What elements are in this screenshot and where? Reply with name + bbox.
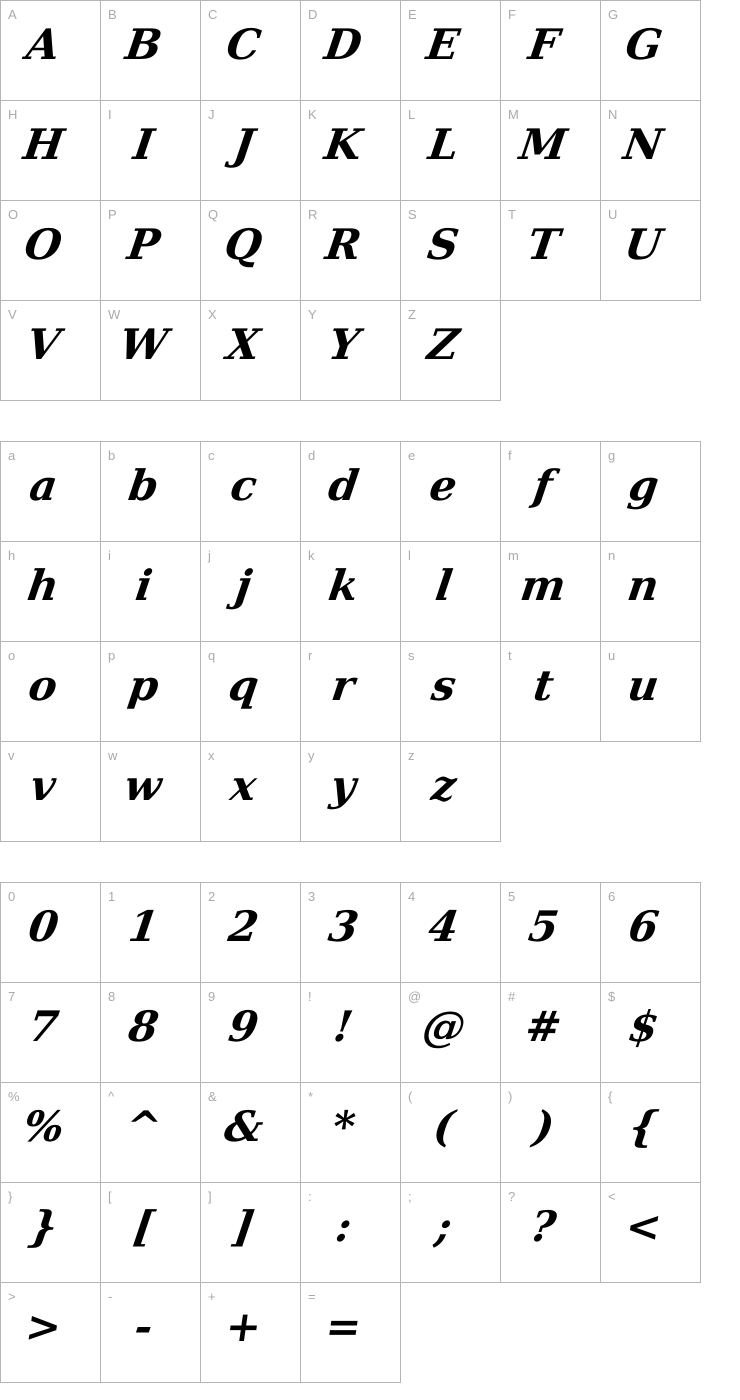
cell-label: B	[108, 7, 117, 22]
char-cell	[401, 983, 501, 1083]
cell-glyph: X	[223, 319, 264, 369]
char-cell	[601, 983, 701, 1083]
char-cell	[301, 101, 401, 201]
cell-glyph: d	[325, 460, 362, 510]
cell-label: l	[408, 548, 411, 563]
glyph-row	[1, 742, 701, 842]
cell-glyph: ]	[230, 1201, 257, 1251]
char-cell	[601, 1183, 701, 1283]
char-cell	[501, 883, 601, 983]
cell-glyph: B	[122, 19, 165, 69]
cell-glyph: z	[428, 760, 459, 810]
cell-glyph: 5	[525, 901, 562, 951]
char-cell	[1, 442, 101, 542]
cell-glyph: R	[322, 219, 365, 269]
char-cell	[101, 1183, 201, 1283]
glyph-row	[1, 1283, 701, 1383]
cell-glyph: -	[131, 1301, 156, 1351]
char-cell	[1, 642, 101, 742]
char-cell	[601, 1, 701, 101]
cell-label: {	[608, 1089, 613, 1104]
cell-label: v	[8, 748, 15, 763]
cell-label: t	[508, 648, 512, 663]
cell-glyph: u	[624, 660, 663, 710]
cell-label: k	[308, 548, 315, 563]
cell-label: 5	[508, 889, 516, 904]
cell-label: z	[408, 748, 415, 763]
cell-label: ?	[508, 1189, 516, 1204]
char-cell	[301, 1, 401, 101]
cell-label: j	[208, 548, 211, 563]
char-cell	[401, 742, 501, 842]
cell-glyph: v	[27, 760, 60, 810]
cell-glyph: 0	[25, 901, 62, 951]
cell-label: i	[108, 548, 111, 563]
cell-label: d	[308, 448, 316, 463]
char-cell	[501, 983, 601, 1083]
cell-label: y	[308, 748, 315, 763]
cell-glyph: {	[626, 1101, 661, 1151]
char-cell	[201, 1083, 301, 1183]
cell-glyph: Q	[221, 219, 266, 269]
cell-label: 4	[408, 889, 416, 904]
char-cell	[201, 301, 301, 401]
char-cell	[301, 983, 401, 1083]
char-cell	[401, 201, 501, 301]
cell-glyph: 9	[225, 1001, 262, 1051]
char-cell	[301, 642, 401, 742]
cell-label: g	[608, 448, 616, 463]
cell-glyph: j	[232, 560, 255, 610]
cell-label: >	[8, 1289, 16, 1304]
cell-label: a	[8, 448, 16, 463]
cell-label: o	[8, 648, 16, 663]
cell-glyph: k	[325, 560, 362, 610]
cell-label: u	[608, 648, 616, 663]
cell-label: T	[508, 207, 516, 222]
cell-glyph: >	[22, 1301, 65, 1351]
cell-label: }	[8, 1189, 13, 1204]
cell-label: [	[108, 1189, 112, 1204]
cell-label: U	[608, 207, 618, 222]
cell-glyph: n	[624, 560, 663, 610]
char-cell	[501, 1183, 601, 1283]
char-cell	[101, 642, 201, 742]
char-cell	[401, 1083, 501, 1183]
cell-glyph: W	[116, 319, 171, 369]
char-cell	[301, 883, 401, 983]
cell-glyph: @	[419, 1001, 469, 1051]
cell-label: W	[108, 307, 121, 322]
cell-label: N	[608, 107, 618, 122]
char-cell	[301, 442, 401, 542]
cell-glyph: ^	[122, 1101, 165, 1151]
cell-label: c	[208, 448, 215, 463]
char-cell	[101, 301, 201, 401]
cell-label: h	[8, 548, 16, 563]
cell-glyph: A	[23, 19, 64, 69]
cell-glyph: #	[522, 1001, 565, 1051]
cell-glyph: 4	[425, 901, 462, 951]
cell-label: +	[208, 1289, 216, 1304]
cell-label: =	[308, 1289, 316, 1304]
char-cell	[401, 1183, 501, 1283]
cell-label: m	[508, 548, 519, 563]
cell-label: G	[608, 7, 619, 22]
glyph-row	[1, 983, 701, 1083]
cell-glyph: S	[424, 219, 463, 269]
cell-label: 1	[108, 889, 116, 904]
cell-glyph: C	[223, 19, 264, 69]
char-cell	[601, 883, 701, 983]
cell-label: P	[108, 207, 117, 222]
char-cell	[501, 642, 601, 742]
cell-glyph: T	[524, 219, 563, 269]
char-cell	[301, 1283, 401, 1383]
cell-label: p	[108, 648, 116, 663]
cell-glyph: q	[225, 660, 262, 710]
cell-glyph: g	[625, 460, 662, 510]
char-cell	[401, 101, 501, 201]
cell-label: r	[308, 648, 313, 663]
char-cell	[301, 201, 401, 301]
char-cell	[1, 742, 101, 842]
glyph-row	[1, 1083, 701, 1183]
char-cell	[301, 1083, 401, 1183]
cell-label: X	[208, 307, 217, 322]
cell-glyph: a	[26, 460, 61, 510]
char-cell	[101, 101, 201, 201]
cell-label: %	[8, 1089, 20, 1104]
cell-glyph: r	[329, 660, 359, 710]
cell-label: 8	[108, 989, 116, 1004]
cell-glyph: i	[132, 560, 155, 610]
cell-glyph: !	[330, 1001, 357, 1051]
char-cell	[1, 883, 101, 983]
cell-glyph: ;	[432, 1201, 455, 1251]
cell-glyph: K	[321, 119, 366, 169]
char-cell	[401, 542, 501, 642]
cell-label: ]	[208, 1189, 212, 1204]
char-cell	[101, 1083, 201, 1183]
char-cell	[101, 742, 201, 842]
cell-glyph: *	[329, 1101, 358, 1151]
cell-glyph: F	[525, 19, 562, 69]
glyph-row	[1, 642, 701, 742]
cell-label: C	[208, 7, 218, 22]
cell-label: O	[8, 207, 19, 222]
glyph-block-digits-and-symbols	[0, 882, 701, 1383]
cell-label: Q	[208, 207, 219, 222]
glyph-row	[1, 542, 701, 642]
cell-label: q	[208, 648, 216, 663]
char-cell	[101, 201, 201, 301]
char-cell	[501, 442, 601, 542]
cell-glyph: f	[531, 460, 557, 510]
char-cell	[601, 201, 701, 301]
cell-label: w	[108, 748, 118, 763]
glyph-block-uppercase	[0, 0, 701, 401]
char-cell	[201, 983, 301, 1083]
cell-glyph: o	[26, 660, 62, 710]
char-cell	[201, 101, 301, 201]
cell-label: H	[8, 107, 18, 122]
cell-glyph: c	[227, 460, 260, 510]
cell-label: 0	[8, 889, 16, 904]
cell-glyph: E	[424, 19, 464, 69]
cell-label: !	[308, 989, 312, 1004]
cell-glyph: h	[24, 560, 63, 610]
char-cell	[1, 101, 101, 201]
cell-label: D	[308, 7, 318, 22]
char-cell	[1, 1, 101, 101]
glyph-row	[1, 101, 701, 201]
cell-label: :	[308, 1189, 312, 1204]
char-cell	[101, 883, 201, 983]
cell-label: 3	[308, 889, 316, 904]
cell-glyph: =	[322, 1301, 365, 1351]
cell-label: <	[608, 1189, 616, 1204]
cell-label: 7	[8, 989, 16, 1004]
char-cell	[501, 1, 601, 101]
char-cell	[301, 742, 401, 842]
cell-glyph: [	[130, 1201, 157, 1251]
cell-glyph: O	[21, 219, 66, 269]
cell-label: n	[608, 548, 616, 563]
cell-glyph: }	[26, 1201, 61, 1251]
cell-glyph: N	[620, 119, 667, 169]
cell-glyph: H	[20, 119, 67, 169]
cell-glyph: <	[622, 1201, 665, 1251]
cell-glyph: x	[227, 760, 260, 810]
cell-label: b	[108, 448, 116, 463]
cell-label: x	[208, 748, 215, 763]
char-cell	[201, 883, 301, 983]
cell-glyph: Y	[325, 319, 362, 369]
char-cell	[501, 101, 601, 201]
char-cell	[501, 201, 601, 301]
glyph-row	[1, 1183, 701, 1283]
cell-glyph: (	[430, 1101, 457, 1151]
char-cell	[1, 1183, 101, 1283]
cell-glyph: 1	[125, 901, 162, 951]
glyph-block-lowercase	[0, 441, 701, 842]
cell-glyph: 3	[325, 901, 362, 951]
cell-label: 6	[608, 889, 616, 904]
char-cell	[1, 542, 101, 642]
cell-glyph: )	[530, 1101, 557, 1151]
char-cell	[201, 542, 301, 642]
char-cell	[1, 1083, 101, 1183]
cell-label: M	[508, 107, 519, 122]
glyph-row	[1, 883, 701, 983]
cell-label: S	[408, 207, 417, 222]
cell-label: @	[408, 989, 422, 1004]
cell-glyph: %	[20, 1101, 67, 1151]
cell-glyph: w	[122, 760, 166, 810]
cell-label: f	[508, 448, 512, 463]
cell-label: s	[408, 648, 415, 663]
cell-glyph: 7	[25, 1001, 62, 1051]
char-cell	[501, 542, 601, 642]
glyph-row	[1, 201, 701, 301]
cell-label: V	[8, 307, 17, 322]
char-cell	[401, 1, 501, 101]
char-cell	[201, 742, 301, 842]
char-cell	[601, 101, 701, 201]
cell-glyph: p	[125, 660, 162, 710]
cell-label: (	[408, 1089, 413, 1104]
char-cell	[101, 1283, 201, 1383]
cell-label: ^	[108, 1089, 115, 1104]
cell-label: 2	[208, 889, 216, 904]
char-cell	[201, 642, 301, 742]
char-cell	[301, 301, 401, 401]
cell-label: Z	[408, 307, 416, 322]
cell-label: &	[208, 1089, 217, 1104]
cell-label: R	[308, 207, 318, 222]
char-cell	[101, 442, 201, 542]
cell-label: I	[108, 107, 112, 122]
glyph-row	[1, 1, 701, 101]
char-cell	[201, 442, 301, 542]
char-cell	[201, 201, 301, 301]
char-cell	[201, 1, 301, 101]
cell-glyph: D	[321, 19, 366, 69]
cell-label: ;	[408, 1189, 412, 1204]
cell-label: E	[408, 7, 417, 22]
cell-glyph: s	[428, 660, 459, 710]
cell-glyph: Z	[424, 319, 463, 369]
cell-glyph: L	[425, 119, 462, 169]
char-cell	[401, 301, 501, 401]
char-cell	[401, 442, 501, 542]
glyph-row	[1, 442, 701, 542]
char-cell	[401, 883, 501, 983]
cell-glyph: m	[517, 560, 570, 610]
cell-glyph: 6	[625, 901, 662, 951]
char-cell	[601, 442, 701, 542]
cell-glyph: U	[621, 219, 666, 269]
char-cell	[1, 201, 101, 301]
char-cell	[101, 983, 201, 1083]
char-cell	[1, 983, 101, 1083]
char-cell	[1, 301, 101, 401]
cell-label: Y	[308, 307, 317, 322]
char-cell	[401, 642, 501, 742]
cell-glyph: e	[426, 460, 461, 510]
cell-glyph: :	[332, 1201, 355, 1251]
cell-glyph: $	[625, 1001, 662, 1051]
cell-glyph: t	[530, 660, 557, 710]
cell-label: $	[608, 989, 616, 1004]
cell-glyph: 2	[225, 901, 262, 951]
char-cell	[301, 542, 401, 642]
cell-label: A	[8, 7, 17, 22]
char-cell	[301, 1183, 401, 1283]
cell-glyph: y	[327, 760, 360, 810]
char-cell	[601, 642, 701, 742]
cell-glyph: M	[516, 119, 571, 169]
cell-glyph: V	[23, 319, 64, 369]
cell-glyph: &	[221, 1101, 266, 1151]
cell-label: K	[308, 107, 317, 122]
cell-glyph: b	[125, 460, 162, 510]
glyph-row	[1, 301, 701, 401]
cell-glyph: P	[124, 219, 163, 269]
cell-glyph: I	[130, 119, 157, 169]
cell-glyph: G	[622, 19, 665, 69]
char-cell	[1, 1283, 101, 1383]
char-cell	[101, 542, 201, 642]
cell-glyph: 8	[125, 1001, 162, 1051]
char-cell	[501, 1083, 601, 1183]
cell-glyph: J	[230, 119, 257, 169]
cell-label: #	[508, 989, 516, 1004]
cell-glyph: ?	[527, 1201, 560, 1251]
cell-label: J	[208, 107, 215, 122]
char-cell	[201, 1183, 301, 1283]
cell-label: F	[508, 7, 516, 22]
cell-label: )	[508, 1089, 513, 1104]
cell-label: *	[308, 1089, 314, 1104]
cell-label: -	[108, 1289, 113, 1304]
char-cell	[201, 1283, 301, 1383]
char-cell	[101, 1, 201, 101]
cell-glyph: +	[222, 1301, 265, 1351]
cell-label: e	[408, 448, 416, 463]
cell-label: 9	[208, 989, 216, 1004]
cell-glyph: l	[432, 560, 455, 610]
cell-label: L	[408, 107, 416, 122]
char-cell	[601, 542, 701, 642]
char-cell	[601, 1083, 701, 1183]
